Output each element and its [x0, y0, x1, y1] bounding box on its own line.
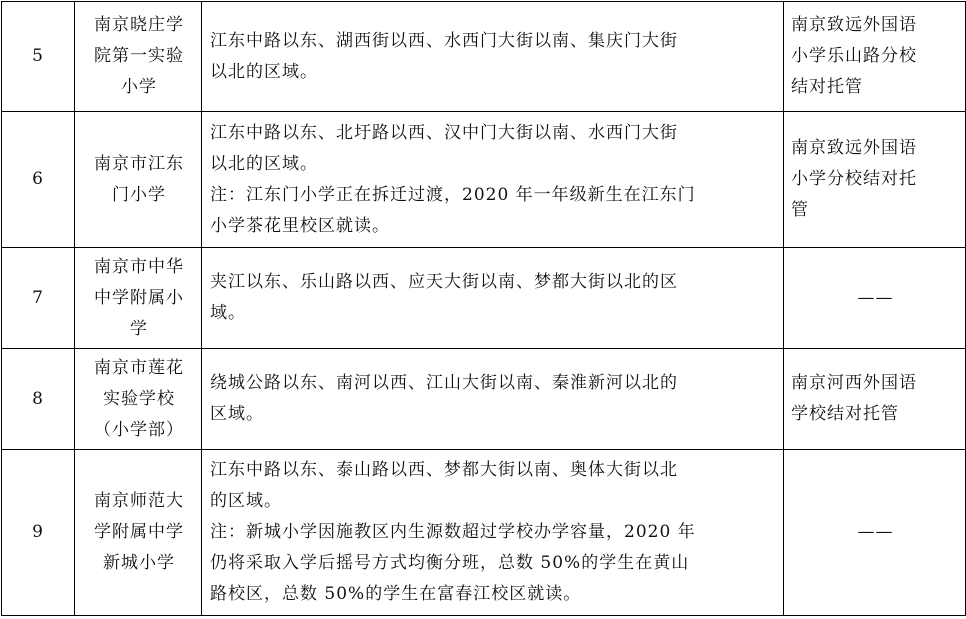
- table-row: [2, 450, 966, 616]
- school-name: 南京市中华 中学附属小 学: [75, 248, 202, 349]
- table-row: [2, 349, 966, 450]
- paired-school: 南京致远外国语 小学乐山路分校 结对托管: [784, 2, 966, 112]
- paired-school: 南京河西外国语 学校结对托管: [784, 349, 966, 450]
- district-area: 绕城公路以东、南河以西、江山大街以南、秦淮新河以北的 区域。: [202, 349, 784, 450]
- district-area: 江东中路以东、湖西街以西、水西门大街以南、集庆门大街 以北的区域。: [202, 2, 784, 112]
- district-area: 江东中路以东、泰山路以西、梦都大街以南、奥体大街以北 的区域。 注：新城小学因施教区内生源数超过学校办学容量，2020 年 仍将采取入学后摇号方式均衡分班，总数 50%的学生在黄山 路校区，总数 50%的学生在富春江校区就读。: [202, 450, 784, 616]
- paired-school: ——: [784, 450, 966, 616]
- row-number: 5: [2, 2, 75, 112]
- paired-school: ——: [784, 248, 966, 349]
- row-number: 8: [2, 349, 75, 450]
- school-district-table: [1, 1, 966, 616]
- row-number: 7: [2, 248, 75, 349]
- row-number: 6: [2, 112, 75, 248]
- district-area: 夹江以东、乐山路以西、应天大街以南、梦都大街以北的区 域。: [202, 248, 784, 349]
- school-name: 南京师范大 学附属中学 新城小学: [75, 450, 202, 616]
- paired-school: 南京致远外国语 小学分校结对托 管: [784, 112, 966, 248]
- school-name: 南京市江东 门小学: [75, 112, 202, 248]
- row-number: 9: [2, 450, 75, 616]
- table-row: [2, 2, 966, 112]
- table-row: [2, 112, 966, 248]
- district-area: 江东中路以东、北圩路以西、汉中门大街以南、水西门大街 以北的区域。 注：江东门小学正在拆迁过渡，2020 年一年级新生在江东门 小学茶花里校区就读。: [202, 112, 784, 248]
- school-name: 南京市莲花 实验学校 （小学部）: [75, 349, 202, 450]
- table-row: [2, 248, 966, 349]
- school-name: 南京晓庄学 院第一实验 小学: [75, 2, 202, 112]
